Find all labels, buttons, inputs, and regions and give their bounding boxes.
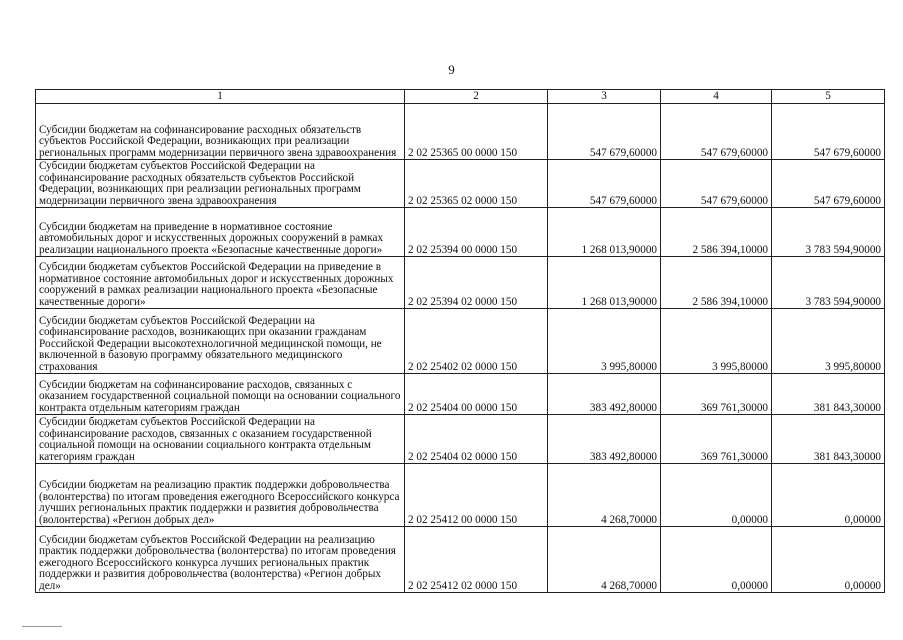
row-value-col4: 2 586 394,10000	[661, 208, 772, 257]
row-value-col3: 383 492,80000	[548, 374, 661, 415]
column-header-2: 2	[405, 90, 548, 104]
row-value-col5: 547 679,60000	[772, 104, 885, 160]
row-value-col4: 369 761,30000	[661, 415, 772, 464]
row-code: 2 02 25394 02 0000 150	[405, 257, 548, 309]
row-value-col3: 1 268 013,90000	[548, 257, 661, 309]
row-description: Субсидии бюджетам субъектов Российской Федерации на приведение в нормативное состояние автомобильных дорог и искусственных дорожных сооружений в рамках реализации национального проекта «Безопасные качественные дороги»	[36, 257, 405, 309]
footer-rule	[22, 626, 62, 627]
column-header-4: 4	[661, 90, 772, 104]
row-value-col3: 383 492,80000	[548, 415, 661, 464]
row-value-col4: 2 586 394,10000	[661, 257, 772, 309]
page-number: 9	[448, 62, 455, 77]
row-code: 2 02 25404 02 0000 150	[405, 415, 548, 464]
row-code: 2 02 25412 00 0000 150	[405, 464, 548, 527]
table-row	[36, 527, 885, 593]
row-value-col5: 381 843,30000	[772, 374, 885, 415]
row-value-col5: 3 783 594,90000	[772, 208, 885, 257]
table-row	[36, 464, 885, 527]
row-value-col4: 369 761,30000	[661, 374, 772, 415]
row-code: 2 02 25404 00 0000 150	[405, 374, 548, 415]
row-value-col5: 0,00000	[772, 464, 885, 527]
row-value-col4: 547 679,60000	[661, 104, 772, 160]
row-description: Субсидии бюджетам субъектов Российской Федерации на софинансирование расходных обязательств субъектов Российской Федерации, возникающих при реализации региональных программ модернизации первичного звена здравоохранения	[36, 160, 405, 208]
row-description: Субсидии бюджетам субъектов Российской Федерации на софинансирование расходов, возникающих при оказании гражданам Российской Федерации высокотехнологичной медицинской помощи, не включенной в базовую программу обязательного медицинского страхования	[36, 309, 405, 374]
row-description: Субсидии бюджетам на софинансирование расходных обязательств субъектов Российской Федерации, возникающих при реализации региональных программ модернизации первичного звена здравоохранения	[36, 104, 405, 160]
row-value-col3: 547 679,60000	[548, 104, 661, 160]
row-value-col3: 3 995,80000	[548, 309, 661, 374]
row-value-col3: 4 268,70000	[548, 464, 661, 527]
table-row	[36, 160, 885, 208]
budget-table	[35, 89, 885, 593]
row-description: Субсидии бюджетам на приведение в нормативное состояние автомобильных дорог и искусственных дорожных сооружений в рамках реализации национального проекта «Безопасные качественные дороги»	[36, 208, 405, 257]
row-description: Субсидии бюджетам на реализацию практик поддержки добровольчества (волонтерства) по итогам проведения ежегодного Всероссийского конкурса лучших региональных практик поддержки и развития добровольчества (волонтерства) «Регион добрых дел»	[36, 464, 405, 527]
row-code: 2 02 25365 00 0000 150	[405, 104, 548, 160]
table-header-row	[36, 90, 885, 104]
row-value-col4: 3 995,80000	[661, 309, 772, 374]
row-value-col3: 1 268 013,90000	[548, 208, 661, 257]
row-value-col5: 3 783 594,90000	[772, 257, 885, 309]
table-row	[36, 374, 885, 415]
column-header-5: 5	[772, 90, 885, 104]
row-value-col5: 547 679,60000	[772, 160, 885, 208]
row-value-col4: 547 679,60000	[661, 160, 772, 208]
column-header-1: 1	[36, 90, 405, 104]
row-value-col5: 0,00000	[772, 527, 885, 593]
row-code: 2 02 25365 02 0000 150	[405, 160, 548, 208]
row-description: Субсидии бюджетам субъектов Российской Федерации на реализацию практик поддержки добровольчества (волонтерства) по итогам проведения ежегодного Всероссийского конкурса лучших региональных практик поддержки и развития добровольчества (волонтерства) «Регион добрых дел»	[36, 527, 405, 593]
table-row	[36, 257, 885, 309]
row-code: 2 02 25394 00 0000 150	[405, 208, 548, 257]
row-code: 2 02 25412 02 0000 150	[405, 527, 548, 593]
row-value-col5: 3 995,80000	[772, 309, 885, 374]
row-value-col4: 0,00000	[661, 527, 772, 593]
table-row	[36, 104, 885, 160]
table-row	[36, 309, 885, 374]
row-value-col4: 0,00000	[661, 464, 772, 527]
row-code: 2 02 25402 02 0000 150	[405, 309, 548, 374]
table-row	[36, 208, 885, 257]
row-description: Субсидии бюджетам на софинансирование расходов, связанных с оказанием государственной социальной помощи на основании социального контракта отдельным категориям граждан	[36, 374, 405, 415]
row-value-col5: 381 843,30000	[772, 415, 885, 464]
row-value-col3: 547 679,60000	[548, 160, 661, 208]
row-value-col3: 4 268,70000	[548, 527, 661, 593]
column-header-3: 3	[548, 90, 661, 104]
row-description: Субсидии бюджетам субъектов Российской Федерации на софинансирование расходов, связанных с оказанием государственной социальной помощи на основании социального контракта отдельным категориям граждан	[36, 415, 405, 464]
table-row	[36, 415, 885, 464]
